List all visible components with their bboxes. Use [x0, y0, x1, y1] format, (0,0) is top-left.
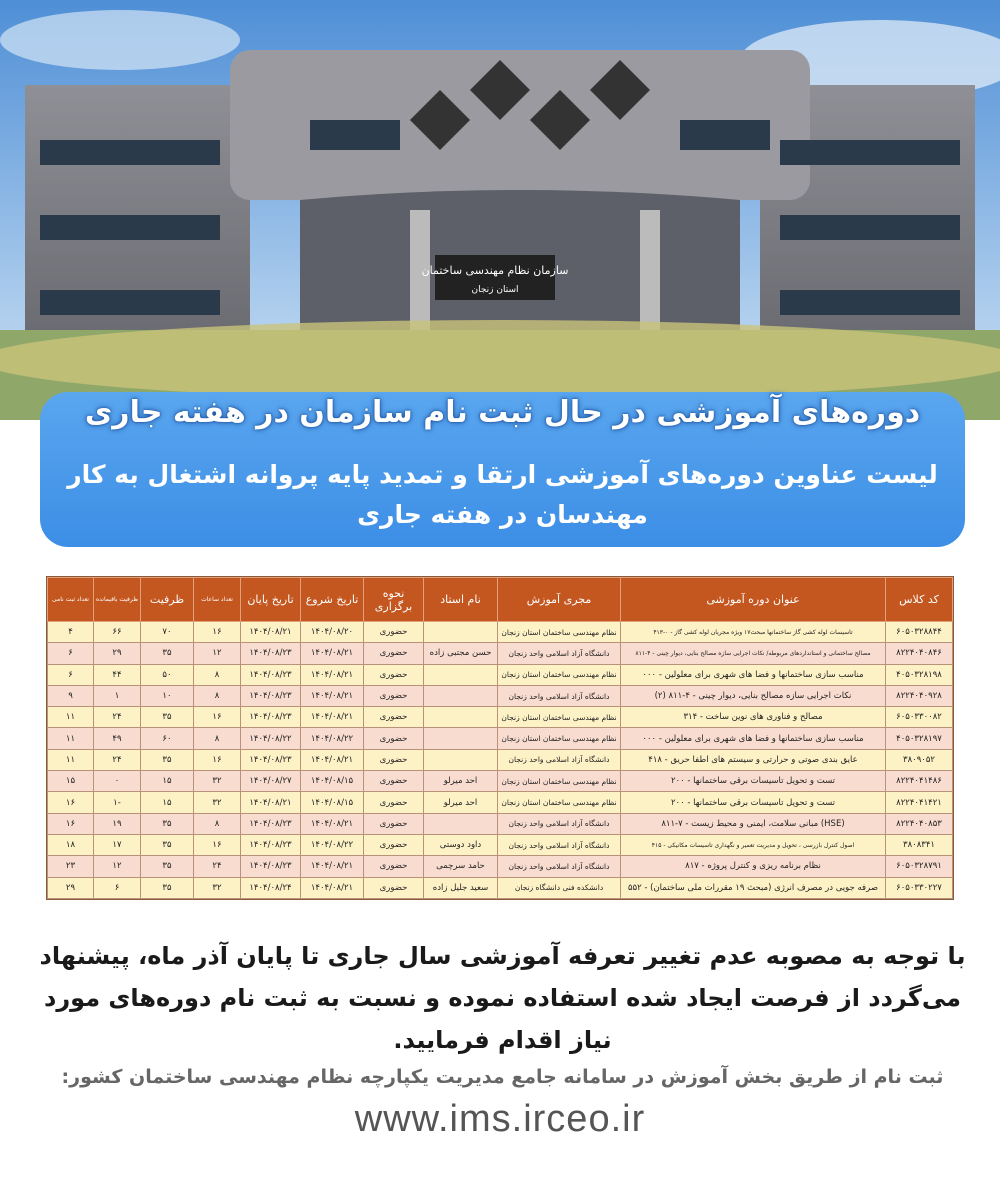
hours-cell: ۳۲ [194, 877, 241, 898]
course-provider-cell: دانشگاه آزاد اسلامی واحد زنجان [498, 749, 621, 770]
registered-count-cell: ۱۱ [48, 728, 94, 749]
start-date-cell: ۱۴۰۴/۰۸/۲۲ [301, 728, 364, 749]
instructor-cell: حسن مجتبی زاده [424, 643, 498, 664]
remaining-capacity-cell: ۱۷ [94, 834, 141, 855]
course-provider-cell: دانشگاه آزاد اسلامی واحد زنجان [498, 834, 621, 855]
table-row [48, 643, 953, 664]
table-row [48, 707, 953, 728]
table-row [48, 685, 953, 706]
column-header: مجری آموزش [498, 578, 621, 622]
delivery-mode-cell: حضوری [364, 877, 424, 898]
class-code-cell: ۶۰۵۰۳۳۰۰۸۲ [886, 707, 953, 728]
building-sign-sub: استان زنجان [471, 285, 519, 295]
start-date-cell: ۱۴۰۴/۰۸/۲۲ [301, 834, 364, 855]
registered-count-cell: ۱۱ [48, 707, 94, 728]
remaining-capacity-cell: ۲۴ [94, 707, 141, 728]
instructor-cell [424, 622, 498, 643]
course-provider-cell: نظام مهندسی ساختمان استان زنجان [498, 622, 621, 643]
registration-link[interactable]: www.ims.irceo.ir [354, 1098, 646, 1140]
end-date-cell: ۱۴۰۴/۰۸/۲۳ [241, 707, 301, 728]
end-date-cell: ۱۴۰۴/۰۸/۲۱ [241, 792, 301, 813]
building-sign: سازمان نظام مهندسی ساختمان [421, 264, 569, 277]
remaining-capacity-cell: ۱۹ [94, 813, 141, 834]
class-code-cell: ۸۲۲۴۰۴۰۸۴۶ [886, 643, 953, 664]
class-code-cell: ۸۲۲۴۰۴۱۴۲۱ [886, 792, 953, 813]
capacity-cell: ۷۰ [141, 622, 194, 643]
registration-instruction: ثبت نام از طریق بخش آموزش در سامانه جامع مدیریت یکپارچه نظام مهندسی ساختمان کشور: [61, 1066, 944, 1088]
remaining-capacity-cell: ۱ [94, 685, 141, 706]
column-header: تاریخ شروع [301, 578, 364, 622]
hours-cell: ۸ [194, 728, 241, 749]
capacity-cell: ۱۵ [141, 792, 194, 813]
course-title-cell: تاسیسات لوله کشی گاز ساختمانها مبحث۱۷ ویژه مجریان لوله کشی گاز - ۰-۴۱۳ [621, 622, 886, 643]
capacity-cell: ۱۵ [141, 771, 194, 792]
instructor-cell [424, 664, 498, 685]
end-date-cell: ۱۴۰۴/۰۸/۲۳ [241, 813, 301, 834]
remaining-capacity-cell: ۱۲ [94, 856, 141, 877]
capacity-cell: ۱۰ [141, 685, 194, 706]
instructor-cell [424, 685, 498, 706]
column-header: نام استاد [424, 578, 498, 622]
registered-count-cell: ۶ [48, 664, 94, 685]
start-date-cell: ۱۴۰۴/۰۸/۲۱ [301, 813, 364, 834]
course-title-cell: مصالح و فناوری های نوین ساخت - ۳۱۴ [621, 707, 886, 728]
delivery-mode-cell: حضوری [364, 771, 424, 792]
hours-cell: ۱۲ [194, 643, 241, 664]
course-title-cell: تست و تحویل تاسیسات برقی ساختمانها - ۲۰۰ [621, 792, 886, 813]
hours-cell: ۸ [194, 813, 241, 834]
class-code-cell: ۸۲۲۴۰۴۰۸۵۳ [886, 813, 953, 834]
class-code-cell: ۶۰۵۰۳۲۸۸۴۴ [886, 622, 953, 643]
delivery-mode-cell: حضوری [364, 685, 424, 706]
end-date-cell: ۱۴۰۴/۰۸/۲۷ [241, 771, 301, 792]
column-header: تاریخ پایان [241, 578, 301, 622]
column-header: نحوه برگزاری [364, 578, 424, 622]
course-title-cell: صرفه جویی در مصرف انرژی (مبحث ۱۹ مقررات ملی ساختمان) - ۵۵۲ [621, 877, 886, 898]
class-code-cell: ۶۰۵۰۳۲۸۷۹۱ [886, 856, 953, 877]
column-header: تعداد ثبت نامی [48, 578, 94, 622]
remaining-capacity-cell: ۴۴ [94, 664, 141, 685]
page-title: دوره‌های آموزشی در حال ثبت نام سازمان در هفته جاری [84, 395, 921, 430]
end-date-cell: ۱۴۰۴/۰۸/۲۳ [241, 856, 301, 877]
course-title-cell: نکات اجرایی سازه مصالح بنایی، دیوار چینی - ۴-۸۱۱ (۲) [621, 685, 886, 706]
table-row [48, 856, 953, 877]
start-date-cell: ۱۴۰۴/۰۸/۲۱ [301, 685, 364, 706]
column-header: عنوان دوره آموزشی [621, 578, 886, 622]
course-provider-cell: نظام مهندسی ساختمان استان زنجان [498, 771, 621, 792]
delivery-mode-cell: حضوری [364, 749, 424, 770]
table-row [48, 771, 953, 792]
start-date-cell: ۱۴۰۴/۰۸/۲۱ [301, 749, 364, 770]
start-date-cell: ۱۴۰۴/۰۸/۲۱ [301, 643, 364, 664]
building-photo [0, 0, 1000, 420]
course-title-cell: عایق بندی صوتی و حرارتی و سیستم های اطفا حریق - ۴۱۸ [621, 749, 886, 770]
instructor-cell: احد میرلو [424, 792, 498, 813]
hours-cell: ۱۶ [194, 622, 241, 643]
course-title-cell: اصول کنترل بازرسی ، تحویل و مدیریت تعمیر و نگهداری تاسیسات مکانیکی - ۴۱۵ [621, 834, 886, 855]
remaining-capacity-cell: ۰ [94, 771, 141, 792]
delivery-mode-cell: حضوری [364, 643, 424, 664]
class-code-cell: ۳۸۰۸۳۴۱ [886, 834, 953, 855]
course-provider-cell: دانشکده فنی دانشگاه زنجان [498, 877, 621, 898]
course-provider-cell: دانشگاه آزاد اسلامی واحد زنجان [498, 643, 621, 664]
delivery-mode-cell: حضوری [364, 834, 424, 855]
hours-cell: ۱۶ [194, 749, 241, 770]
course-title-cell: نظام برنامه ریزی و کنترل پروژه - ۸۱۷ [621, 856, 886, 877]
capacity-cell: ۶۰ [141, 728, 194, 749]
hours-cell: ۱۶ [194, 707, 241, 728]
remaining-capacity-cell: ۶ [94, 877, 141, 898]
course-title-cell: (HSE) مبانی سلامت، ایمنی و محیط زیست - ۷-۸۱۱ [621, 813, 886, 834]
remaining-capacity-cell: ۶۶ [94, 622, 141, 643]
page-subtitle: لیست عناوین دوره‌های آموزشی ارتقا و تمدید پایه پروانه اشتغال به کار مهندسان در هفته جاری [67, 460, 938, 529]
delivery-mode-cell: حضوری [364, 707, 424, 728]
delivery-mode-cell: حضوری [364, 792, 424, 813]
start-date-cell: ۱۴۰۴/۰۸/۲۱ [301, 856, 364, 877]
class-code-cell: ۴۰۵۰۳۲۸۱۹۷ [886, 728, 953, 749]
column-header: کد کلاس [886, 578, 953, 622]
end-date-cell: ۱۴۰۴/۰۸/۲۳ [241, 664, 301, 685]
instructor-cell: داود دوستی [424, 834, 498, 855]
class-code-cell: ۶۰۵۰۳۳۰۲۲۷ [886, 877, 953, 898]
table-row [48, 792, 953, 813]
hours-cell: ۸ [194, 685, 241, 706]
registered-count-cell: ۴ [48, 622, 94, 643]
hours-cell: ۱۶ [194, 834, 241, 855]
registered-count-cell: ۱۵ [48, 771, 94, 792]
registered-count-cell: ۹ [48, 685, 94, 706]
course-title-cell: مناسب سازی ساختمانها و فضا های شهری برای معلولین - ۰۰۰ [621, 664, 886, 685]
instructor-cell [424, 813, 498, 834]
registered-count-cell: ۶ [48, 643, 94, 664]
start-date-cell: ۱۴۰۴/۰۸/۱۵ [301, 792, 364, 813]
hours-cell: ۳۲ [194, 792, 241, 813]
class-code-cell: ۸۲۲۴۰۴۰۹۲۸ [886, 685, 953, 706]
registered-count-cell: ۱۱ [48, 749, 94, 770]
capacity-cell: ۳۵ [141, 813, 194, 834]
capacity-cell: ۳۵ [141, 643, 194, 664]
table-header-row [48, 578, 953, 622]
table-row [48, 664, 953, 685]
course-provider-cell: نظام مهندسی ساختمان استان زنجان [498, 707, 621, 728]
remaining-capacity-cell: ۲۴ [94, 749, 141, 770]
course-provider-cell: نظام مهندسی ساختمان استان زنجان [498, 728, 621, 749]
table-row [48, 622, 953, 643]
end-date-cell: ۱۴۰۴/۰۸/۲۲ [241, 728, 301, 749]
start-date-cell: ۱۴۰۴/۰۸/۲۱ [301, 707, 364, 728]
end-date-cell: ۱۴۰۴/۰۸/۲۳ [241, 749, 301, 770]
registered-count-cell: ۱۶ [48, 792, 94, 813]
column-header: تعداد ساعات [194, 578, 241, 622]
instructor-cell: سعید جلیل زاده [424, 877, 498, 898]
courses-table [46, 576, 954, 900]
end-date-cell: ۱۴۰۴/۰۸/۲۴ [241, 877, 301, 898]
registered-count-cell: ۱۸ [48, 834, 94, 855]
capacity-cell: ۳۵ [141, 749, 194, 770]
table-row [48, 728, 953, 749]
capacity-cell: ۵۰ [141, 664, 194, 685]
start-date-cell: ۱۴۰۴/۰۸/۲۱ [301, 877, 364, 898]
instructor-cell [424, 728, 498, 749]
course-title-cell: مناسب سازی ساختمانها و فضا های شهری برای معلولین - ۰۰۰ [621, 728, 886, 749]
tariff-note: با توجه به مصوبه عدم تغییر تعرفه آموزشی سال جاری تا پایان آذر ماه، پیشنهاد می‌گردد از فرصت ایجاد شده استفاده نموده و نسبت به ثبت نام دوره‌های مورد نیاز اقدام فرمایید. [39, 942, 966, 1054]
instructor-cell [424, 707, 498, 728]
table-row [48, 749, 953, 770]
course-provider-cell: دانشگاه آزاد اسلامی واحد زنجان [498, 813, 621, 834]
class-code-cell: ۸۲۲۴۰۴۱۴۸۶ [886, 771, 953, 792]
remaining-capacity-cell: -۱ [94, 792, 141, 813]
course-title-cell: تست و تحویل تاسیسات برقی ساختمانها - ۲۰۰ [621, 771, 886, 792]
delivery-mode-cell: حضوری [364, 664, 424, 685]
course-provider-cell: نظام مهندسی ساختمان استان زنجان [498, 792, 621, 813]
delivery-mode-cell: حضوری [364, 728, 424, 749]
end-date-cell: ۱۴۰۴/۰۸/۲۳ [241, 834, 301, 855]
end-date-cell: ۱۴۰۴/۰۸/۲۱ [241, 622, 301, 643]
start-date-cell: ۱۴۰۴/۰۸/۲۰ [301, 622, 364, 643]
remaining-capacity-cell: ۴۹ [94, 728, 141, 749]
capacity-cell: ۳۵ [141, 856, 194, 877]
table-row [48, 834, 953, 855]
course-provider-cell: نظام مهندسی ساختمان استان زنجان [498, 664, 621, 685]
delivery-mode-cell: حضوری [364, 856, 424, 877]
end-date-cell: ۱۴۰۴/۰۸/۲۳ [241, 643, 301, 664]
instructor-cell: حامد سرچمی [424, 856, 498, 877]
class-code-cell: ۳۸۰۹۰۵۲ [886, 749, 953, 770]
capacity-cell: ۳۵ [141, 877, 194, 898]
column-header: ظرفیت [141, 578, 194, 622]
table-row [48, 877, 953, 898]
registered-count-cell: ۲۹ [48, 877, 94, 898]
course-title-cell: مصالح ساختمانی و استانداردهای مربوطه/ نکات اجرایی سازه مصالح بنایی، دیوار چینی - ۴-۸۱۱ [621, 643, 886, 664]
instructor-cell: احد میرلو [424, 771, 498, 792]
delivery-mode-cell: حضوری [364, 813, 424, 834]
remaining-capacity-cell: ۲۹ [94, 643, 141, 664]
registered-count-cell: ۲۳ [48, 856, 94, 877]
end-date-cell: ۱۴۰۴/۰۸/۲۳ [241, 685, 301, 706]
hours-cell: ۳۲ [194, 771, 241, 792]
class-code-cell: ۴۰۵۰۳۲۸۱۹۸ [886, 664, 953, 685]
course-provider-cell: دانشگاه آزاد اسلامی واحد زنجان [498, 685, 621, 706]
capacity-cell: ۳۵ [141, 834, 194, 855]
registered-count-cell: ۱۶ [48, 813, 94, 834]
capacity-cell: ۳۵ [141, 707, 194, 728]
hours-cell: ۲۴ [194, 856, 241, 877]
course-provider-cell: دانشگاه آزاد اسلامی واحد زنجان [498, 856, 621, 877]
delivery-mode-cell: حضوری [364, 622, 424, 643]
table-row [48, 813, 953, 834]
column-header: ظرفیت باقیمانده [94, 578, 141, 622]
start-date-cell: ۱۴۰۴/۰۸/۲۱ [301, 664, 364, 685]
start-date-cell: ۱۴۰۴/۰۸/۱۵ [301, 771, 364, 792]
instructor-cell [424, 749, 498, 770]
hours-cell: ۸ [194, 664, 241, 685]
